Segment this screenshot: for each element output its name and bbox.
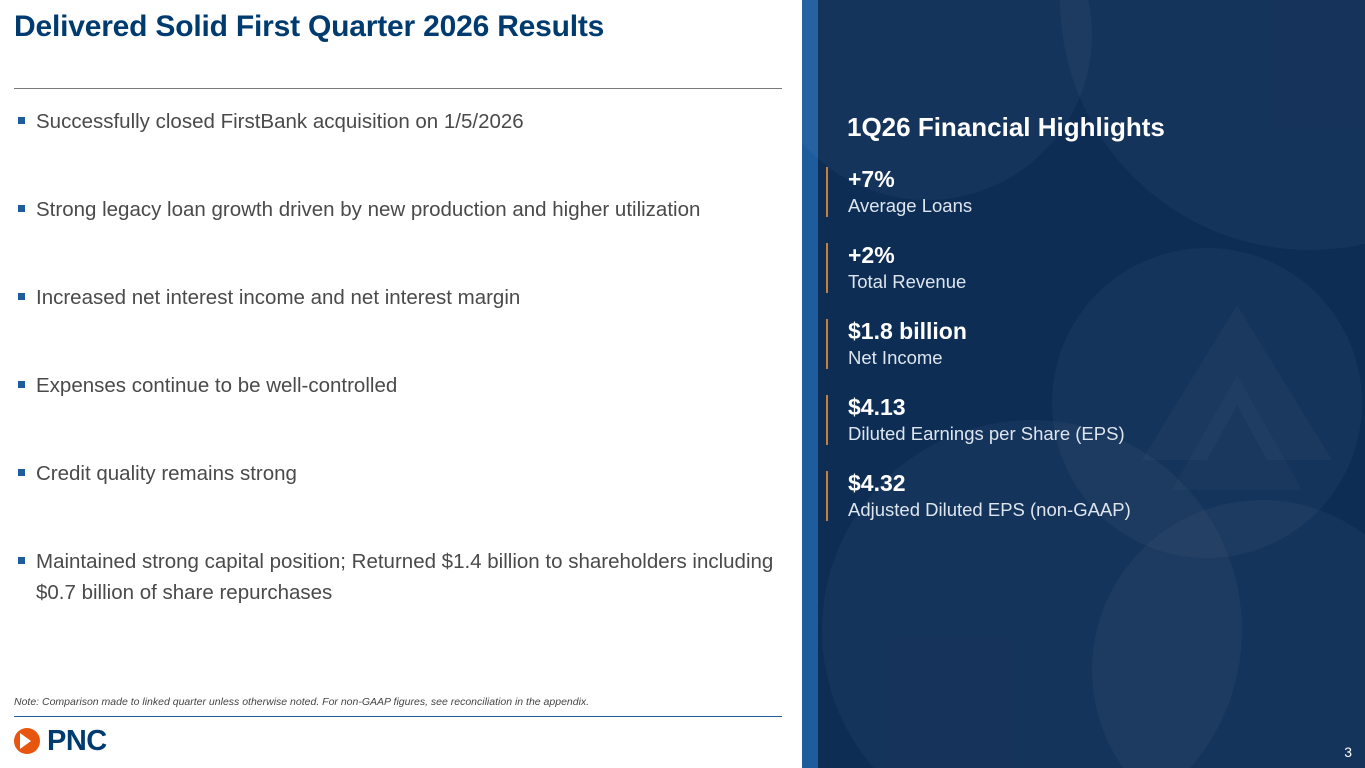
- list-item: [14, 282, 774, 313]
- footnote: Note: Comparison made to linked quarter unless otherwise noted. For non-GAAP figures, see reconciliation in the appendix.: [14, 696, 590, 708]
- metric-accent-bar: [826, 319, 828, 369]
- pnc-logo: [14, 724, 107, 757]
- bullet-square-icon: [18, 469, 25, 476]
- metric-label: Adjusted Diluted EPS (non-GAAP): [848, 499, 1131, 520]
- list-item: [14, 458, 774, 489]
- pnc-arrow-icon: [14, 728, 40, 754]
- list-item: [14, 106, 774, 137]
- list-item: [14, 370, 774, 401]
- bullet-square-icon: [18, 117, 25, 124]
- metric-value: $4.32: [848, 470, 906, 496]
- metric-item: [826, 317, 1346, 371]
- list-item: [14, 546, 774, 608]
- metric-accent-bar: [826, 243, 828, 293]
- footer-divider: [14, 716, 782, 717]
- list-item: [14, 194, 774, 225]
- title-divider: [14, 88, 782, 89]
- metric-label: Total Revenue: [848, 271, 967, 292]
- highlights-title: 1Q26 Financial Highlights: [847, 112, 1165, 142]
- page-title: Delivered Solid First Quarter 2026 Results: [14, 10, 605, 43]
- metric-accent-bar: [826, 395, 828, 445]
- list-item-text: Maintained strong capital position; Returned $1.4 billion to shareholders including $0.7 billion of share repurchases: [36, 550, 774, 604]
- list-item-text: Expenses continue to be well-controlled: [36, 374, 398, 397]
- bullet-square-icon: [18, 205, 25, 212]
- list-item-text: Increased net interest income and net interest margin: [36, 286, 521, 309]
- metric-label: Net Income: [848, 347, 943, 368]
- list-item-text: Credit quality remains strong: [36, 462, 297, 485]
- metric-label: Average Loans: [848, 195, 973, 216]
- metrics-list: [826, 165, 1346, 545]
- logo-text: PNC: [47, 724, 107, 757]
- bullet-list: [14, 106, 774, 608]
- metric-label: Diluted Earnings per Share (EPS): [848, 423, 1125, 444]
- bullet-square-icon: [18, 293, 25, 300]
- highlights-panel: [802, 0, 1365, 768]
- bullet-square-icon: [18, 557, 25, 564]
- metric-accent-bar: [826, 167, 828, 217]
- metric-value: $4.13: [848, 394, 906, 420]
- metric-item: [826, 165, 1346, 219]
- metric-accent-bar: [826, 471, 828, 521]
- page-number: 3: [1344, 744, 1352, 760]
- metric-item: [826, 241, 1346, 295]
- metric-item: [826, 393, 1346, 447]
- bullet-square-icon: [18, 381, 25, 388]
- metric-value: +2%: [848, 242, 895, 268]
- list-item-text: Strong legacy loan growth driven by new production and higher utilization: [36, 198, 701, 221]
- metric-value: $1.8 billion: [848, 318, 967, 344]
- metric-value: +7%: [848, 166, 895, 192]
- metric-item: [826, 469, 1346, 523]
- list-item-text: Successfully closed FirstBank acquisition on 1/5/2026: [36, 110, 524, 133]
